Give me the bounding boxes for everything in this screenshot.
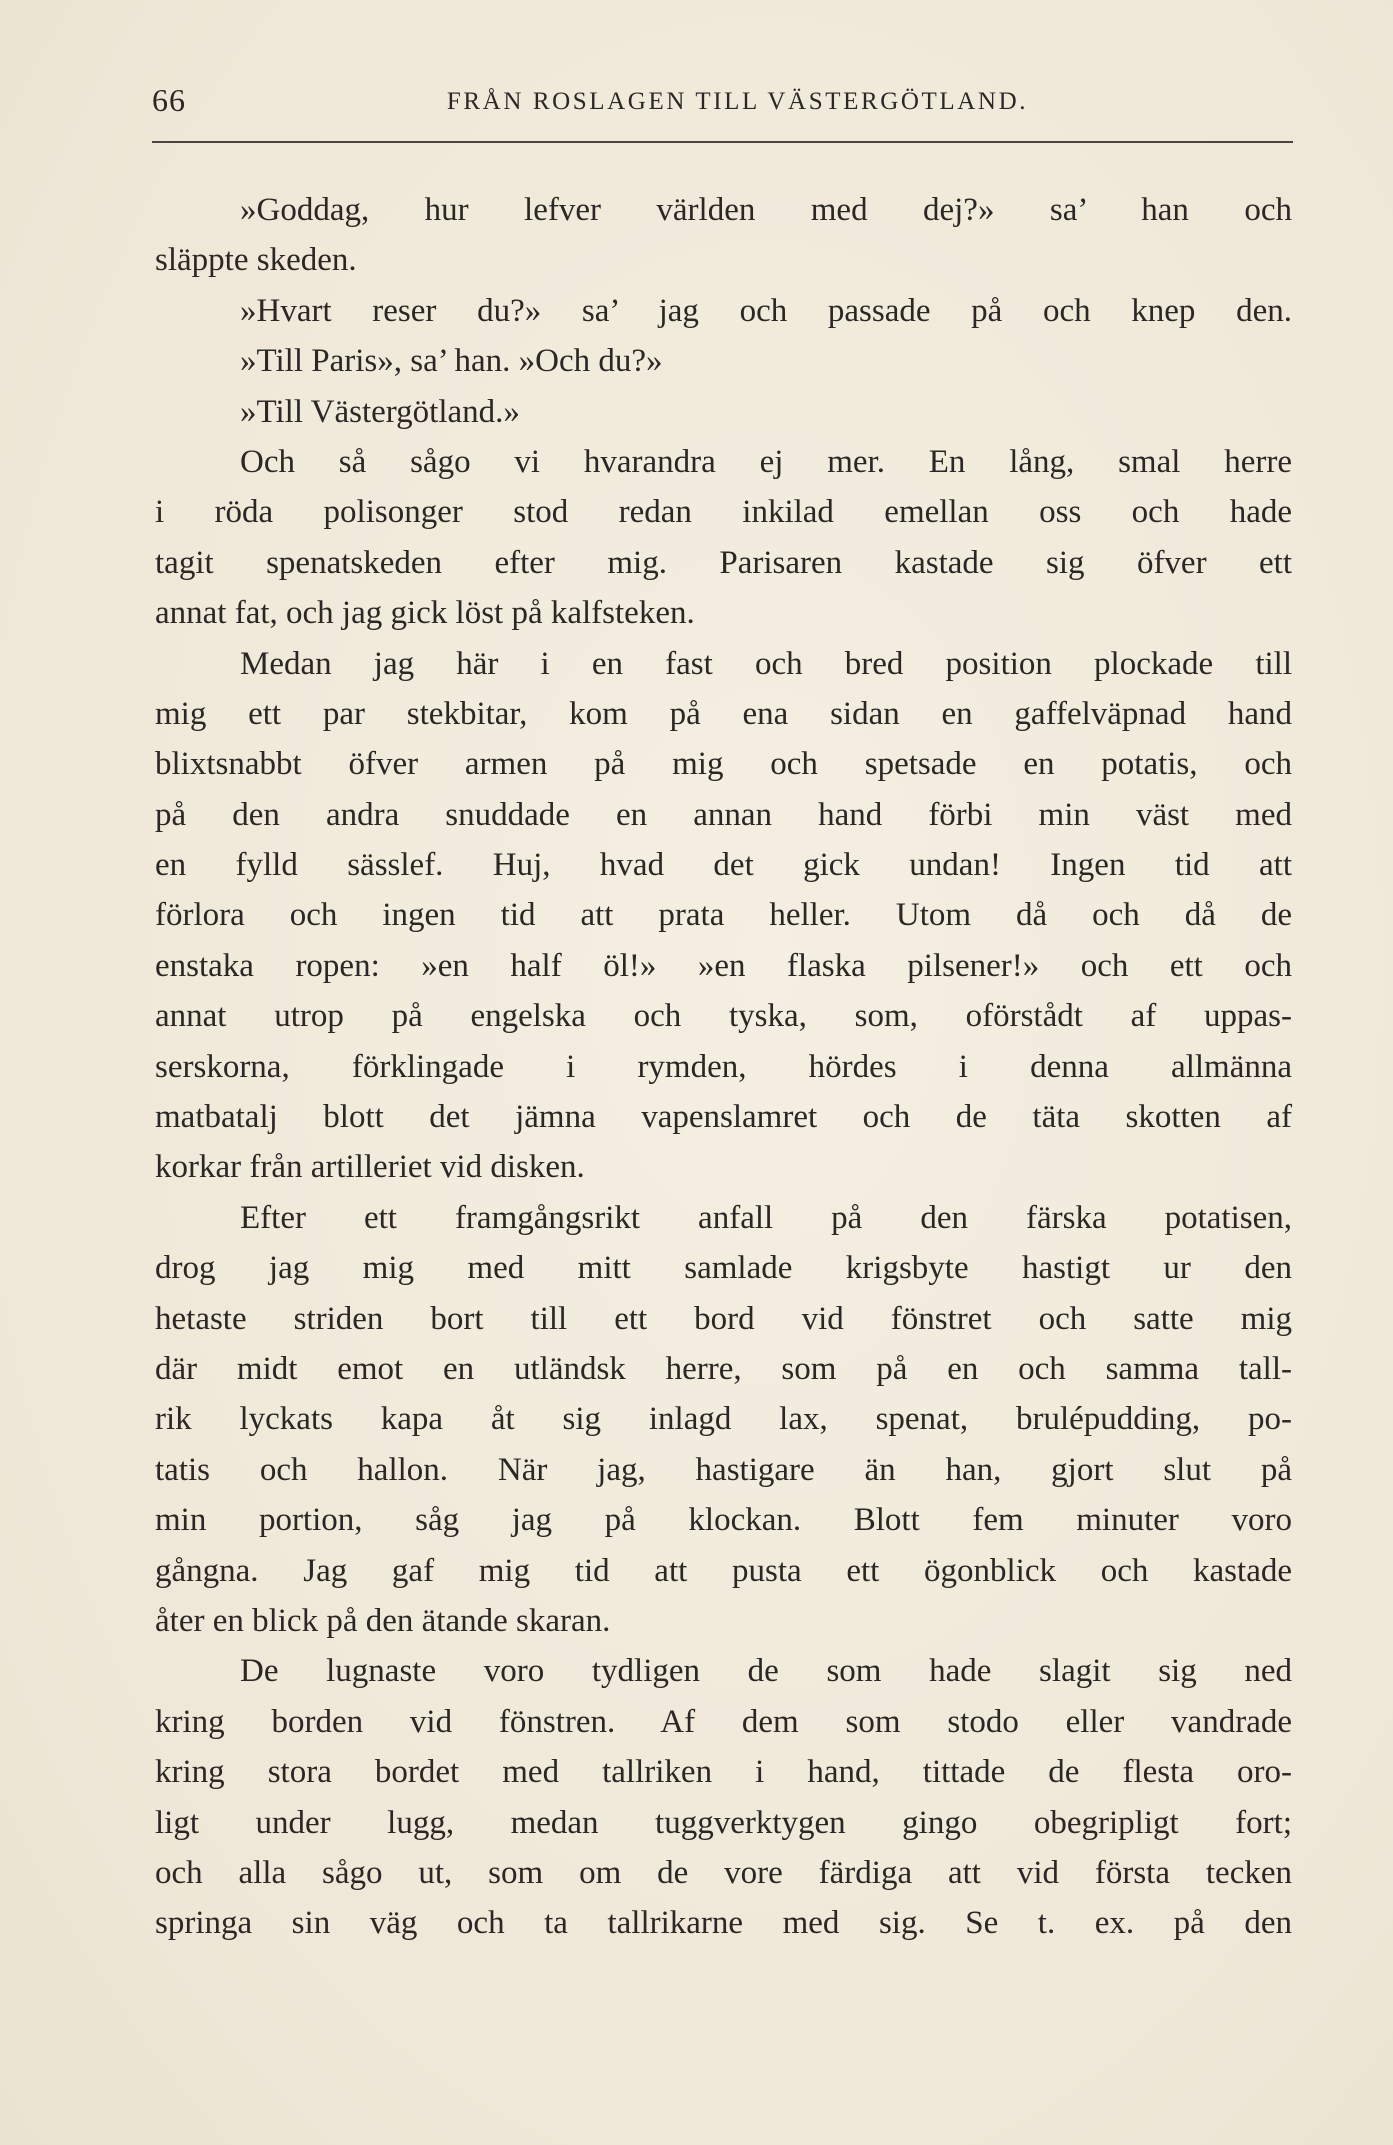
text-line: tatis och hallon. När jag, hastigare än han, gjort slut på [155,1451,1292,1488]
text-line: och alla sågo ut, som om de vore färdiga att vid första tecken [155,1854,1292,1891]
text-line: serskorna, förklingade i rymden, hördes i denna allmänna [155,1048,1292,1085]
text-line: hetaste striden bort till ett bord vid fönstret och satte mig [155,1300,1292,1337]
text-line: min portion, såg jag på klockan. Blott fem minuter voro [155,1502,1292,1539]
text-line: gångna. Jag gaf mig tid att pusta ett ögonblick och kastade [155,1552,1292,1589]
text-line: springa sin väg och ta tallrikarne med sig. Se t. ex. på den [155,1905,1292,1942]
text-line: kring stora bordet med tallriken i hand, tittade de flesta oro- [155,1754,1292,1791]
text-line: Och så sågo vi hvarandra ej mer. En lång, smal herre [240,443,1292,480]
text-line: »Till Västergötland.» [240,393,520,430]
text-line: annat utrop på engelska och tyska, som, oförstådt af uppas- [155,998,1292,1035]
text-line: drog jag mig med mitt samlade krigsbyte hastigt ur den [155,1250,1292,1287]
text-line: enstaka ropen: »en half öl!» »en flaska pilsener!» och ett och [155,947,1292,984]
text-line: De lugnaste voro tydligen de som hade slagit sig ned [240,1653,1292,1690]
body-text [155,185,1292,1949]
text-line: matbatalj blott det jämna vapenslamret och de täta skotten af [155,1099,1292,1136]
text-line: »Till Paris», sa’ han. »Och du?» [240,343,663,380]
text-line: Medan jag här i en fast och bred position plockade till [240,645,1292,682]
text-line: åter en blick på den ätande skaran. [155,1602,611,1639]
text-line: förlora och ingen tid att prata heller. Utom då och då de [155,897,1292,934]
text-line: mig ett par stekbitar, kom på ena sidan en gaffelväpnad hand [155,695,1292,732]
text-line: i röda polisonger stod redan inkilad emellan oss och hade [155,494,1292,531]
text-line: korkar från artilleriet vid disken. [155,1149,585,1186]
text-line: ligt under lugg, medan tuggverktygen gingo obegripligt fort; [155,1804,1292,1841]
text-line: annat fat, och jag gick löst på kalfsteken. [155,595,695,632]
header-rule [152,141,1293,143]
text-line: Efter ett framgångsrikt anfall på den färska potatisen, [240,1199,1292,1236]
text-line: släppte skeden. [155,242,357,279]
text-line: blixtsnabbt öfver armen på mig och spetsade en potatis, och [155,746,1292,783]
text-line: en fylld sässlef. Huj, hvad det gick undan! Ingen tid att [155,847,1292,884]
text-line: kring borden vid fönstren. Af dem som stodo eller vandrade [155,1703,1292,1740]
page-header [152,82,1293,122]
page-number: 66 [152,82,186,118]
text-line: där midt emot en utländsk herre, som på en och samma tall- [155,1350,1292,1387]
text-line: rik lyckats kapa åt sig inlagd lax, spenat, brulépudding, po- [155,1401,1292,1438]
running-title: FRÅN ROSLAGEN TILL VÄSTERGÖTLAND. [446,88,1029,115]
text-line: »Goddag, hur lefver världen med dej?» sa’ han och [240,192,1292,228]
text-line: »Hvart reser du?» sa’ jag och passade på och knep den. [240,292,1292,329]
text-line: på den andra snuddade en annan hand förbi min väst med [155,796,1292,833]
text-line: tagit spenatskeden efter mig. Parisaren kastade sig öfver ett [155,544,1292,581]
